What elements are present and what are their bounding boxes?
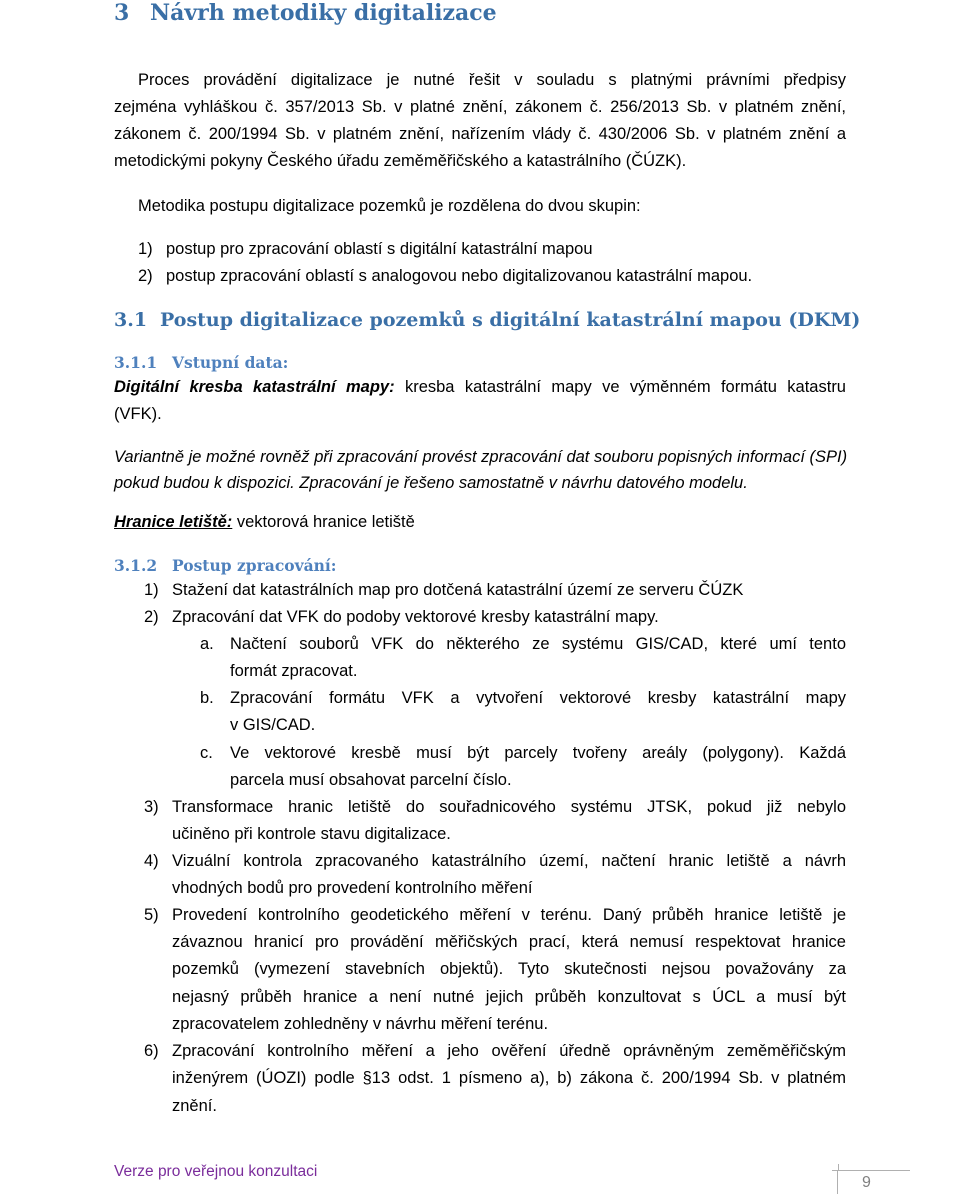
step-item (114, 581, 743, 600)
substep-line: formát zpracovat. (230, 662, 358, 680)
page-number-box (837, 1170, 910, 1194)
heading-3-number: 3.1.1 (114, 353, 158, 372)
intro-line-2: zejména vyhláškou č. 357/2013 Sb. v platné znění, zákonem č. 256/2013 Sb. v platném znění, (114, 98, 846, 116)
boundary-label: Hranice letiště: (114, 513, 233, 531)
footer-version-note: Verze pro veřejnou konzultaci (114, 1163, 318, 1180)
intro-line-1: Proces provádění digitalizace je nutné řešit v souladu s platnými právními předpisy (138, 71, 846, 89)
step-number: 5) (144, 906, 159, 924)
heading-2 (114, 309, 860, 331)
step-line: Zpracování kontrolního měření a jeho ověření úředně oprávněným zeměměřičským (172, 1042, 846, 1060)
input-data-label: Digitální kresba katastrální mapy: (114, 378, 395, 396)
step-line: pozemků (vymezení stavebních objektů). Tyto skutečnosti nejsou považovány za (172, 960, 846, 978)
step-number: 4) (144, 852, 159, 870)
step-number: 2) (144, 608, 159, 626)
step-number: 1) (144, 581, 159, 599)
boundary-text: vektorová hranice letiště (232, 513, 415, 531)
step-line: vhodných bodů pro provedení kontrolního měření (172, 879, 533, 897)
group-text: postup pro zpracování oblastí s digitální katastrální mapou (166, 240, 593, 258)
heading-3-input-data (114, 353, 288, 372)
heading-1-number: 3 (114, 0, 130, 26)
variant-note-line-2: pokud budou k dispozici. Zpracování je řešeno samostatně v návrhu datového modelu. (114, 474, 748, 492)
variant-note-line-1: Variantně je možné rovněž při zpracování provést zpracování dat souboru popisných informací (SPI) (114, 448, 848, 466)
step-line: zpracovatelem zohledněny v návrhu měření terénu. (172, 1015, 549, 1033)
input-data-line-2: (VFK). (114, 405, 162, 423)
input-data-line-1 (114, 378, 846, 397)
group-item (138, 267, 752, 286)
step-line: Vizuální kontrola zpracovaného katastrálního území, načtení hranic letiště a návrh (172, 852, 846, 870)
step-line: učiněno při kontrole stavu digitalizace. (172, 825, 451, 843)
group-item (138, 240, 593, 259)
group-text: postup zpracování oblastí s analogovou nebo digitalizovanou katastrální mapou. (166, 267, 753, 285)
heading-3-title: Vstupní data: (172, 353, 289, 372)
step-item (114, 608, 659, 627)
step-line: Provedení kontrolního geodetického měření v terénu. Daný průběh hranice letiště je (172, 906, 846, 924)
intro-line-4: metodickými pokyny Českého úřadu zeměměřičského a katastrálního (ČÚZK). (114, 152, 687, 170)
group-number: 2) (138, 267, 153, 285)
substep-number: b. (200, 689, 214, 707)
heading-1 (114, 0, 497, 26)
step-text: Zpracování dat VFK do podoby vektorové kresby katastrální mapy. (172, 608, 659, 626)
step-line: Transformace hranic letiště do souřadnicového systému JTSK, pokud již nebylo (172, 798, 846, 816)
substep-line: Načtení souborů VFK do některého ze systému GIS/CAD, které umí tento (230, 635, 846, 653)
substep-line: parcela musí obsahovat parcelní číslo. (230, 771, 512, 789)
heading-1-title: Návrh metodiky digitalizace (150, 0, 497, 26)
step-line: znění. (172, 1097, 217, 1115)
substep-number: c. (200, 744, 213, 762)
step-text: Stažení dat katastrálních map pro dotčená katastrální území ze serveru ČÚZK (172, 581, 744, 599)
heading-3-number: 3.1.2 (114, 556, 158, 575)
heading-2-title: Postup digitalizace pozemků s digitální katastrální mapou (DKM) (160, 309, 861, 331)
substep-line: Zpracování formátu VFK a vytvoření vektorové kresby katastrální mapy (230, 689, 846, 707)
methodology-intro: Metodika postupu digitalizace pozemků je rozdělena do dvou skupin: (138, 197, 641, 215)
heading-2-number: 3.1 (114, 309, 148, 331)
input-data-text: kresba katastrální mapy ve výměnném formátu katastru (394, 378, 846, 396)
heading-3-title: Postup zpracování: (172, 556, 337, 575)
group-number: 1) (138, 240, 153, 258)
step-line: inženýrem (ÚOZI) podle §13 odst. 1 písmeno a), b) zákona č. 200/1994 Sb. v platném (172, 1069, 846, 1087)
step-line: nejasný průběh hranice a není nutné jejich průběh konzultovat s ÚCL a musí být (172, 988, 846, 1006)
page-number: 9 (862, 1174, 871, 1191)
step-line: závaznou hranicí pro provádění měřičských prací, která nemusí respektovat hranice (172, 933, 846, 951)
heading-3-process (114, 556, 337, 575)
substep-line: Ve vektorové kresbě musí být parcely tvořeny areály (polygony). Každá (230, 744, 846, 762)
substep-line: v GIS/CAD. (230, 716, 316, 734)
intro-line-3: zákonem č. 200/1994 Sb. v platném znění, nařízením vlády č. 430/2006 Sb. v platném znění a (114, 125, 846, 143)
boundary-line (114, 513, 415, 532)
substep-number: a. (200, 635, 214, 653)
step-number: 3) (144, 798, 159, 816)
step-number: 6) (144, 1042, 159, 1060)
